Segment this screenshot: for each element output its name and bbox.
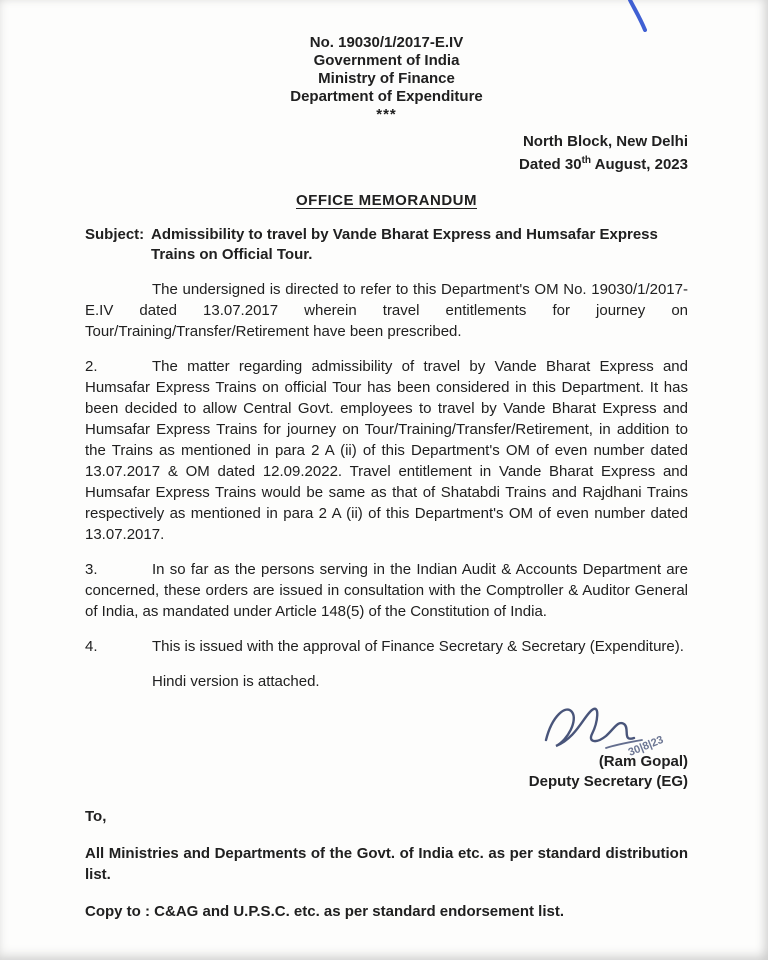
paragraph-3-number: 3. xyxy=(85,561,98,578)
place-line: North Block, New Delhi xyxy=(522,133,688,150)
title-wrap xyxy=(85,190,688,211)
paragraph-4-text: This is issued with the approval of Finance Secretary & Secretary (Expenditure). xyxy=(152,638,684,655)
paragraph-3 xyxy=(85,559,688,622)
reference-number: No. 19030/1/2017-E.IV xyxy=(309,34,464,51)
subject-label: Subject: xyxy=(85,226,145,243)
date-suffix: August, 2023 xyxy=(591,156,688,173)
subject-row xyxy=(85,225,688,265)
paragraph-3-text: In so far as the persons serving in the Indian Audit & Accounts Department are concerned, these orders are issued in consultation with the Comptroller & Auditor General of India, as mandated under Article 148(5) of the Constitution of India. xyxy=(85,561,688,620)
letterhead xyxy=(85,34,688,124)
paragraph-2-text: The matter regarding admissibility of travel by Vande Bharat Express and Humsafar Express Trains on official Tour has been considered in this Department. It has been decided to allow Central Govt. employees to travel by Vande Bharat Express and Humsafar Express Trains for journey on Tour/Training/Transfer/Retirement, in addition to the Trains as mentioned in para 2 A (ii) of this Department's OM of even number dated 13.07.2017 & OM dated 12.09.2022. Travel entitlement in Vande Bharat Express and Humsafar Express Trains would be same as that of Shatabdi Trains and Rajdhani Trains respectively as mentioned in para 2 A (ii) of this Department's OM of even number dated 13.07.2017. xyxy=(85,358,688,543)
org-line-government: Government of India xyxy=(313,52,460,69)
memo-title: OFFICE MEMORANDUM xyxy=(296,192,477,209)
paragraph-4-number: 4. xyxy=(85,638,98,655)
paragraph-2-number: 2. xyxy=(85,358,98,375)
paragraph-1-text: The undersigned is directed to refer to this Department's OM No. 19030/1/2017-E.IV dated 13.07.2017 wherein travel entitlements for journey on Tour/Training/Transfer/Retirement have been prescribed. xyxy=(85,281,688,340)
date-ordinal: th xyxy=(581,155,592,166)
paragraph-4 xyxy=(85,636,688,657)
signature-block xyxy=(85,696,688,792)
paragraph-2 xyxy=(85,356,688,545)
org-line-ministry: Ministry of Finance xyxy=(318,70,455,87)
paragraph-1 xyxy=(85,279,688,342)
copy-to-line: Copy to : C&AG and U.P.S.C. etc. as per standard endorsement list. xyxy=(85,903,564,920)
distribution-list: All Ministries and Departments of the Govt. of India etc. as per standard distribution list. xyxy=(85,845,688,883)
hindi-version-note: Hindi version is attached. xyxy=(152,673,320,690)
blue-pen-mark-icon xyxy=(624,0,650,38)
date-line xyxy=(85,151,688,174)
to-label: To, xyxy=(85,808,107,825)
separator-stars: *** xyxy=(376,106,397,123)
subject-text: Admissibility to travel by Vande Bharat Express and Humsafar Express Trains on Official Tour. xyxy=(151,226,658,263)
signature-date-scribble: 30|8|23 xyxy=(626,733,666,759)
signatory-name: (Ram Gopal) xyxy=(598,753,688,770)
signatory-designation: Deputy Secretary (EG) xyxy=(528,773,688,790)
handwritten-signature-icon xyxy=(85,696,688,758)
date-prefix: Dated 30 xyxy=(519,156,582,173)
org-line-department: Department of Expenditure xyxy=(290,88,483,105)
place-date-block xyxy=(85,132,688,174)
